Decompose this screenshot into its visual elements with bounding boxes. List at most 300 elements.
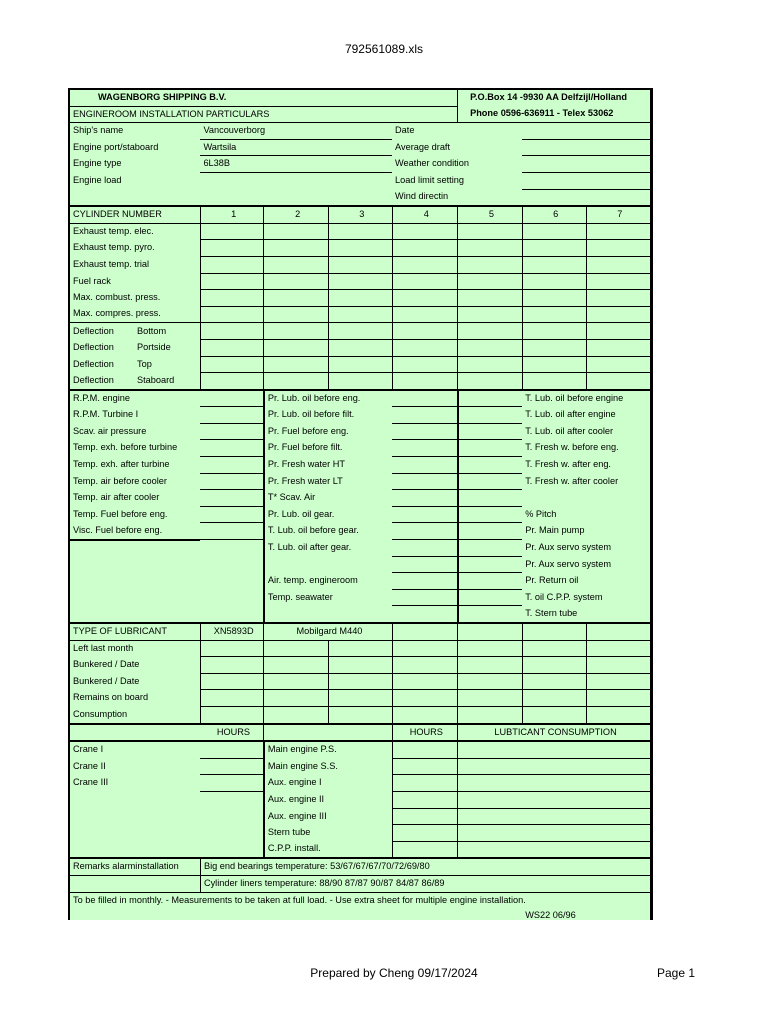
form-row: [70, 741, 650, 758]
deflection-cell[interactable]: [586, 356, 650, 373]
form-grid: [70, 90, 650, 920]
cylinder-cell[interactable]: [328, 273, 392, 290]
deflection-cell[interactable]: [458, 323, 523, 340]
ship-field-value[interactable]: 6L38B: [200, 156, 392, 173]
lubricant-cell[interactable]: [458, 690, 523, 707]
deflection-cell[interactable]: [328, 339, 392, 356]
lubricant-cell[interactable]: [522, 657, 586, 674]
lubricant-cell[interactable]: [392, 690, 458, 707]
cylinder-cell[interactable]: [200, 273, 263, 290]
form-row: [70, 908, 650, 920]
form-row: [70, 473, 650, 490]
cylinder-cell[interactable]: [392, 290, 458, 307]
lubricant-cell[interactable]: [392, 640, 458, 657]
deflection-cell[interactable]: [522, 356, 586, 373]
param-left-label: Scav. air pressure: [73, 425, 147, 436]
param-right-value[interactable]: [458, 457, 523, 474]
ship-info-value[interactable]: [522, 172, 650, 189]
cylinder-cell[interactable]: [264, 273, 329, 290]
lubricant-cell[interactable]: [522, 706, 586, 723]
param-middle-label: Pr. Fresh water LT: [267, 475, 343, 486]
cylinder-cell[interactable]: [458, 273, 523, 290]
engine-hours[interactable]: [392, 841, 458, 858]
lubricant-cell[interactable]: [522, 673, 586, 690]
engine-hours[interactable]: [392, 791, 458, 808]
lubricant-cell[interactable]: [328, 657, 392, 674]
param-right-value[interactable]: [458, 589, 523, 606]
form-row: [70, 123, 650, 140]
engine-label: Stern tube: [267, 827, 311, 838]
param-left-label: [70, 589, 200, 606]
engineroom-form: [68, 88, 653, 920]
engine-hours[interactable]: [392, 758, 458, 775]
crane-label: [70, 791, 200, 808]
deflection-cell[interactable]: [458, 356, 523, 373]
cylinder-cell[interactable]: [392, 273, 458, 290]
lubricant-cell[interactable]: [328, 673, 392, 690]
ship-info-label: Average draft: [395, 141, 451, 152]
crane-hours[interactable]: [200, 758, 263, 775]
lubricant-cell[interactable]: [522, 640, 586, 657]
lubricant-cell[interactable]: [458, 657, 523, 674]
form-row: [70, 875, 650, 892]
lubricant-cell[interactable]: [586, 673, 650, 690]
form-row: [70, 339, 650, 356]
hours-blank: [264, 724, 392, 742]
param-left-value[interactable]: [200, 457, 263, 474]
engine-consumption[interactable]: [458, 758, 650, 775]
deflection-cell[interactable]: [392, 373, 458, 390]
param-right-label: [522, 490, 650, 507]
deflection-cell[interactable]: [586, 373, 650, 390]
param-left-value[interactable]: [200, 390, 263, 407]
deflection-cell[interactable]: [200, 323, 263, 340]
lubricant-cell[interactable]: [200, 673, 263, 690]
lubricant-cell[interactable]: [264, 690, 329, 707]
cylinder-cell[interactable]: [586, 256, 650, 273]
cylinder-cell[interactable]: [586, 240, 650, 257]
cylinder-cell[interactable]: [264, 256, 329, 273]
deflection-cell[interactable]: [264, 373, 329, 390]
engine-hours[interactable]: [392, 775, 458, 792]
cylinder-cell[interactable]: [328, 306, 392, 323]
remarks-line-2: Cylinder liners temperature: 88/90 87/87 90/87 84/87 86/89: [200, 875, 650, 892]
param-middle-value[interactable]: [392, 523, 458, 540]
deflection-cell[interactable]: [264, 323, 329, 340]
engine-hours[interactable]: [392, 808, 458, 825]
engine-consumption[interactable]: [458, 825, 650, 842]
lubricant-cell[interactable]: [458, 673, 523, 690]
lubricant-cell[interactable]: [264, 706, 329, 723]
cylinder-row-label: Max. combust. press.: [73, 292, 161, 303]
file-name: 792561089.xls: [344, 42, 424, 56]
param-middle-value[interactable]: [392, 457, 458, 474]
cylinder-cell[interactable]: [392, 256, 458, 273]
form-code: WS22 06/96: [525, 910, 576, 920]
param-left-label: [70, 540, 200, 557]
lubricant-consumption-header: LUBTICANT CONSUMPTION: [458, 724, 650, 742]
cylinder-5-header: 5: [458, 206, 523, 223]
lubricant-cell[interactable]: [586, 640, 650, 657]
cylinder-cell[interactable]: [200, 256, 263, 273]
cylinder-cell[interactable]: [264, 240, 329, 257]
param-right-label: T. Fresh w. before eng.: [525, 442, 619, 453]
param-middle-value[interactable]: [392, 473, 458, 490]
form-row: [70, 189, 650, 206]
cylinder-row-label: Exhaust temp. trial: [73, 258, 150, 269]
deflection-cell[interactable]: [328, 323, 392, 340]
lubricant-row-label: Left last month: [73, 642, 134, 653]
param-left-label: Temp. Fuel before eng.: [73, 508, 168, 519]
param-middle-label: Temp. seawater: [267, 591, 333, 602]
param-middle-value[interactable]: [392, 506, 458, 523]
deflection-label: [70, 339, 200, 356]
crane-hours[interactable]: [200, 741, 263, 758]
deflection-cell[interactable]: [522, 339, 586, 356]
lubricant-cell[interactable]: [328, 640, 392, 657]
form-note: To be filled in monthly. - Measurements to be taken at full load. - Use extra sheet for multiple engine installation.: [73, 894, 526, 905]
lubricant-cell[interactable]: [264, 640, 329, 657]
lubricant-cell[interactable]: [522, 690, 586, 707]
crane-hours[interactable]: [200, 775, 263, 792]
cylinder-cell[interactable]: [264, 290, 329, 307]
deflection-cell[interactable]: [586, 323, 650, 340]
deflection-cell[interactable]: [264, 339, 329, 356]
ship-field-value[interactable]: Vancouverborg: [200, 123, 392, 140]
param-right-value[interactable]: [458, 573, 523, 590]
param-right-value[interactable]: [458, 473, 523, 490]
cylinder-cell[interactable]: [328, 256, 392, 273]
cylinder-cell[interactable]: [586, 273, 650, 290]
param-right-value[interactable]: [458, 390, 523, 407]
ship-info-value[interactable]: [522, 123, 650, 140]
form-row: [70, 356, 650, 373]
engine-label: Main engine P.S.: [267, 744, 337, 755]
cylinder-row-label: Max. compres. press.: [73, 308, 161, 319]
lubricant-cell[interactable]: [586, 657, 650, 674]
form-row: [70, 589, 650, 606]
lubricant-cell[interactable]: [392, 706, 458, 723]
deflection-cell[interactable]: [392, 323, 458, 340]
param-right-value[interactable]: [458, 556, 523, 573]
deflection-cell[interactable]: [200, 373, 263, 390]
param-left-value[interactable]: [200, 556, 263, 573]
ship-field-value[interactable]: [200, 172, 392, 189]
param-left-value[interactable]: [200, 540, 263, 557]
ship-info-label: Weather condition: [395, 158, 469, 169]
cylinder-number-header: CYLINDER NUMBER: [70, 206, 200, 223]
form-row: [70, 206, 650, 223]
form-row: [70, 156, 650, 173]
deflection-text: Deflection: [73, 358, 114, 369]
param-right-value[interactable]: [458, 606, 523, 623]
form-row: [70, 90, 650, 106]
cylinder-3-header: 3: [328, 206, 392, 223]
lubricant-cell[interactable]: [392, 657, 458, 674]
cylinder-7-header: 7: [586, 206, 650, 223]
cylinder-cell[interactable]: [264, 223, 329, 240]
lubricant-cell[interactable]: [586, 690, 650, 707]
deflection-cell[interactable]: [200, 356, 263, 373]
deflection-label: [70, 356, 200, 373]
lubricant-row-label: Bunkered / Date: [73, 659, 140, 670]
engine-consumption[interactable]: [458, 741, 650, 758]
param-right-value[interactable]: [458, 423, 523, 440]
lubricant-cell[interactable]: [328, 690, 392, 707]
param-middle-value[interactable]: [392, 490, 458, 507]
cylinder-cell[interactable]: [328, 240, 392, 257]
crane-label: Crane I: [73, 744, 104, 755]
form-row: [70, 407, 650, 424]
deflection-label: [70, 323, 200, 340]
deflection-cell[interactable]: [458, 339, 523, 356]
form-row: [70, 892, 650, 908]
param-middle-value[interactable]: [392, 606, 458, 623]
engine-label: Main engine S.S.: [267, 760, 338, 771]
form-row: [70, 457, 650, 474]
crane-hours[interactable]: [200, 791, 263, 808]
param-right-value[interactable]: [458, 490, 523, 507]
cylinder-cell[interactable]: [458, 240, 523, 257]
engine-label: Aux. engine I: [267, 777, 322, 788]
crane-hours[interactable]: [200, 825, 263, 842]
form-row: [70, 606, 650, 623]
deflection-cell[interactable]: [200, 339, 263, 356]
engine-consumption[interactable]: [458, 841, 650, 858]
cylinder-cell[interactable]: [458, 256, 523, 273]
param-middle-value[interactable]: [392, 407, 458, 424]
deflection-text: Deflection: [73, 374, 114, 385]
cylinder-cell[interactable]: [522, 273, 586, 290]
page-number: Page 1: [657, 966, 696, 980]
cylinder-1-header: 1: [200, 206, 263, 223]
form-row: [70, 390, 650, 407]
param-middle-value[interactable]: [392, 589, 458, 606]
param-left-value[interactable]: [200, 606, 263, 623]
form-row: [70, 223, 650, 240]
deflection-cell[interactable]: [392, 339, 458, 356]
cylinder-cell[interactable]: [458, 306, 523, 323]
param-middle-label: Air. temp. engineroom: [267, 575, 358, 586]
cylinder-cell[interactable]: [392, 223, 458, 240]
form-row: [70, 573, 650, 590]
lubricant-row-label: Bunkered / Date: [73, 675, 140, 686]
lubricant-cell[interactable]: [200, 690, 263, 707]
form-row: [70, 106, 650, 123]
param-right-label: Pr. Aux servo system: [525, 558, 611, 569]
lubricant-cell[interactable]: [264, 673, 329, 690]
company-phone: Phone 0596-636911 - Telex 53062: [458, 106, 650, 123]
param-left-value[interactable]: [200, 589, 263, 606]
cylinder-cell[interactable]: [200, 306, 263, 323]
param-left-label: [70, 606, 200, 623]
lubricant-cell[interactable]: [200, 640, 263, 657]
param-middle-value[interactable]: [392, 556, 458, 573]
form-row: [70, 290, 650, 307]
engine-consumption[interactable]: [458, 791, 650, 808]
param-middle-value[interactable]: [392, 440, 458, 457]
param-left-value[interactable]: [200, 490, 263, 507]
cylinder-cell[interactable]: [392, 240, 458, 257]
ship-field-label: Engine load: [73, 174, 122, 185]
ship-field-value[interactable]: [200, 189, 392, 206]
cylinder-cell[interactable]: [200, 290, 263, 307]
deflection-cell[interactable]: [586, 339, 650, 356]
ship-info-label: Load limit setting: [395, 174, 464, 185]
form-row: [70, 673, 650, 690]
param-right-label: T. Fresh w. after cooler: [525, 475, 619, 486]
cylinder-cell[interactable]: [586, 306, 650, 323]
param-left-label: Temp. air before cooler: [73, 475, 167, 486]
ship-info-value[interactable]: [522, 189, 650, 206]
engine-consumption[interactable]: [458, 808, 650, 825]
param-left-label: R.P.M. engine: [70, 390, 200, 407]
param-middle-label: [264, 606, 392, 623]
lubricant-cell[interactable]: [264, 657, 329, 674]
ship-info-value[interactable]: [522, 139, 650, 156]
crane-hours[interactable]: [200, 808, 263, 825]
deflection-cell[interactable]: [392, 356, 458, 373]
lubricant-cell[interactable]: [200, 657, 263, 674]
cylinder-cell[interactable]: [328, 223, 392, 240]
param-middle-label: Pr. Lub. oil before filt.: [267, 409, 355, 420]
form-row: [70, 791, 650, 808]
cylinder-cell[interactable]: [522, 290, 586, 307]
cylinder-cell[interactable]: [392, 306, 458, 323]
lubricant-type-label: TYPE OF LUBRICANT: [70, 623, 200, 640]
form-row: [70, 139, 650, 156]
crane-label: [70, 825, 200, 842]
form-row: [70, 240, 650, 257]
lubricant-cell[interactable]: [586, 706, 650, 723]
param-middle-label: Pr. Fresh water HT: [267, 459, 345, 470]
form-row: [70, 323, 650, 340]
param-left-value[interactable]: [200, 423, 263, 440]
crane-label: Crane II: [73, 760, 106, 771]
param-middle-value[interactable]: [392, 573, 458, 590]
param-left-value[interactable]: [200, 440, 263, 457]
cylinder-cell[interactable]: [522, 306, 586, 323]
deflection-position: Bottom: [137, 325, 167, 336]
param-right-label: Pr. Main pump: [525, 525, 585, 536]
param-middle-label: T. Lub. oil after gear.: [267, 542, 352, 553]
param-right-label: Pr. Return oil: [525, 575, 579, 586]
deflection-cell[interactable]: [522, 323, 586, 340]
cylinder-cell[interactable]: [328, 290, 392, 307]
lubricant-cell[interactable]: [200, 706, 263, 723]
form-row: [70, 825, 650, 842]
form-row: [70, 306, 650, 323]
param-right-value[interactable]: [458, 523, 523, 540]
crane-label: [70, 808, 200, 825]
cylinder-row-label: Exhaust temp. pyro.: [73, 242, 155, 253]
deflection-cell[interactable]: [328, 373, 392, 390]
cylinder-cell[interactable]: [586, 223, 650, 240]
lubricant-row-label: Consumption: [73, 708, 128, 719]
param-middle-value[interactable]: [392, 423, 458, 440]
lubricant-cell[interactable]: [328, 706, 392, 723]
crane-hours[interactable]: [200, 841, 263, 858]
deflection-text: Deflection: [73, 341, 114, 352]
form-row: [70, 490, 650, 507]
cylinder-row-label: Exhaust temp. elec.: [73, 226, 154, 236]
param-right-value[interactable]: [458, 540, 523, 557]
param-middle-label: T* Scav. Air: [267, 492, 316, 503]
param-right-label: Pr. Aux servo system: [525, 542, 611, 553]
deflection-cell[interactable]: [458, 373, 523, 390]
cylinder-cell[interactable]: [586, 290, 650, 307]
form-row: [70, 373, 650, 390]
form-row: [70, 657, 650, 674]
lubricant-code: XN5893D: [200, 623, 263, 640]
param-right-label: T. Stern tube: [525, 608, 578, 619]
engine-consumption[interactable]: [458, 775, 650, 792]
lubricant-cell[interactable]: [458, 706, 523, 723]
param-left-value[interactable]: [200, 523, 263, 540]
cylinder-cell[interactable]: [522, 240, 586, 257]
param-left-label: Temp. air after cooler: [73, 492, 160, 503]
cylinder-cell[interactable]: [264, 306, 329, 323]
cylinder-cell[interactable]: [200, 223, 263, 240]
param-right-value[interactable]: [458, 506, 523, 523]
param-right-label: T. Lub. oil after engine: [525, 409, 616, 420]
form-row: [70, 841, 650, 858]
form-row: [70, 556, 650, 573]
lubricant-cell: [458, 623, 523, 640]
engine-hours[interactable]: [392, 741, 458, 758]
param-left-value[interactable]: [200, 506, 263, 523]
cylinder-cell[interactable]: [458, 290, 523, 307]
lubricant-cell: [392, 623, 458, 640]
param-middle-label: Pr. Fuel before filt.: [267, 442, 343, 453]
param-left-value[interactable]: [200, 473, 263, 490]
form-row: [70, 858, 650, 875]
cylinder-cell[interactable]: [458, 223, 523, 240]
form-row: [70, 172, 650, 189]
param-right-value[interactable]: [458, 440, 523, 457]
ship-info-label: Date: [392, 123, 522, 140]
remarks-blank: [70, 875, 200, 892]
deflection-position: Portside: [137, 341, 171, 352]
param-middle-value[interactable]: [392, 390, 458, 407]
param-middle-value[interactable]: [392, 540, 458, 557]
cylinder-cell[interactable]: [522, 223, 586, 240]
param-left-value[interactable]: [200, 573, 263, 590]
lubricant-cell[interactable]: [392, 673, 458, 690]
engine-hours[interactable]: [392, 825, 458, 842]
param-middle-label: Pr. Lub. oil gear.: [267, 508, 335, 519]
deflection-cell[interactable]: [328, 356, 392, 373]
hours-blank: [70, 724, 200, 742]
ship-info-value[interactable]: [522, 156, 650, 173]
param-right-value[interactable]: [458, 407, 523, 424]
cylinder-cell[interactable]: [522, 256, 586, 273]
crane-label: Crane III: [73, 777, 109, 788]
lubricant-cell[interactable]: [458, 640, 523, 657]
deflection-cell[interactable]: [522, 373, 586, 390]
deflection-cell[interactable]: [264, 356, 329, 373]
form-row: [70, 758, 650, 775]
ship-field-label: Engine type: [73, 158, 122, 169]
hours-header-left: HOURS: [200, 724, 263, 742]
param-left-label: [70, 573, 200, 590]
form-row: [70, 440, 650, 457]
param-left-value[interactable]: [200, 407, 263, 424]
ship-field-value[interactable]: Wartsila: [200, 139, 392, 156]
form-row: [70, 273, 650, 290]
company-name: WAGENBORG SHIPPING B.V.: [98, 92, 227, 102]
cylinder-cell[interactable]: [200, 240, 263, 257]
